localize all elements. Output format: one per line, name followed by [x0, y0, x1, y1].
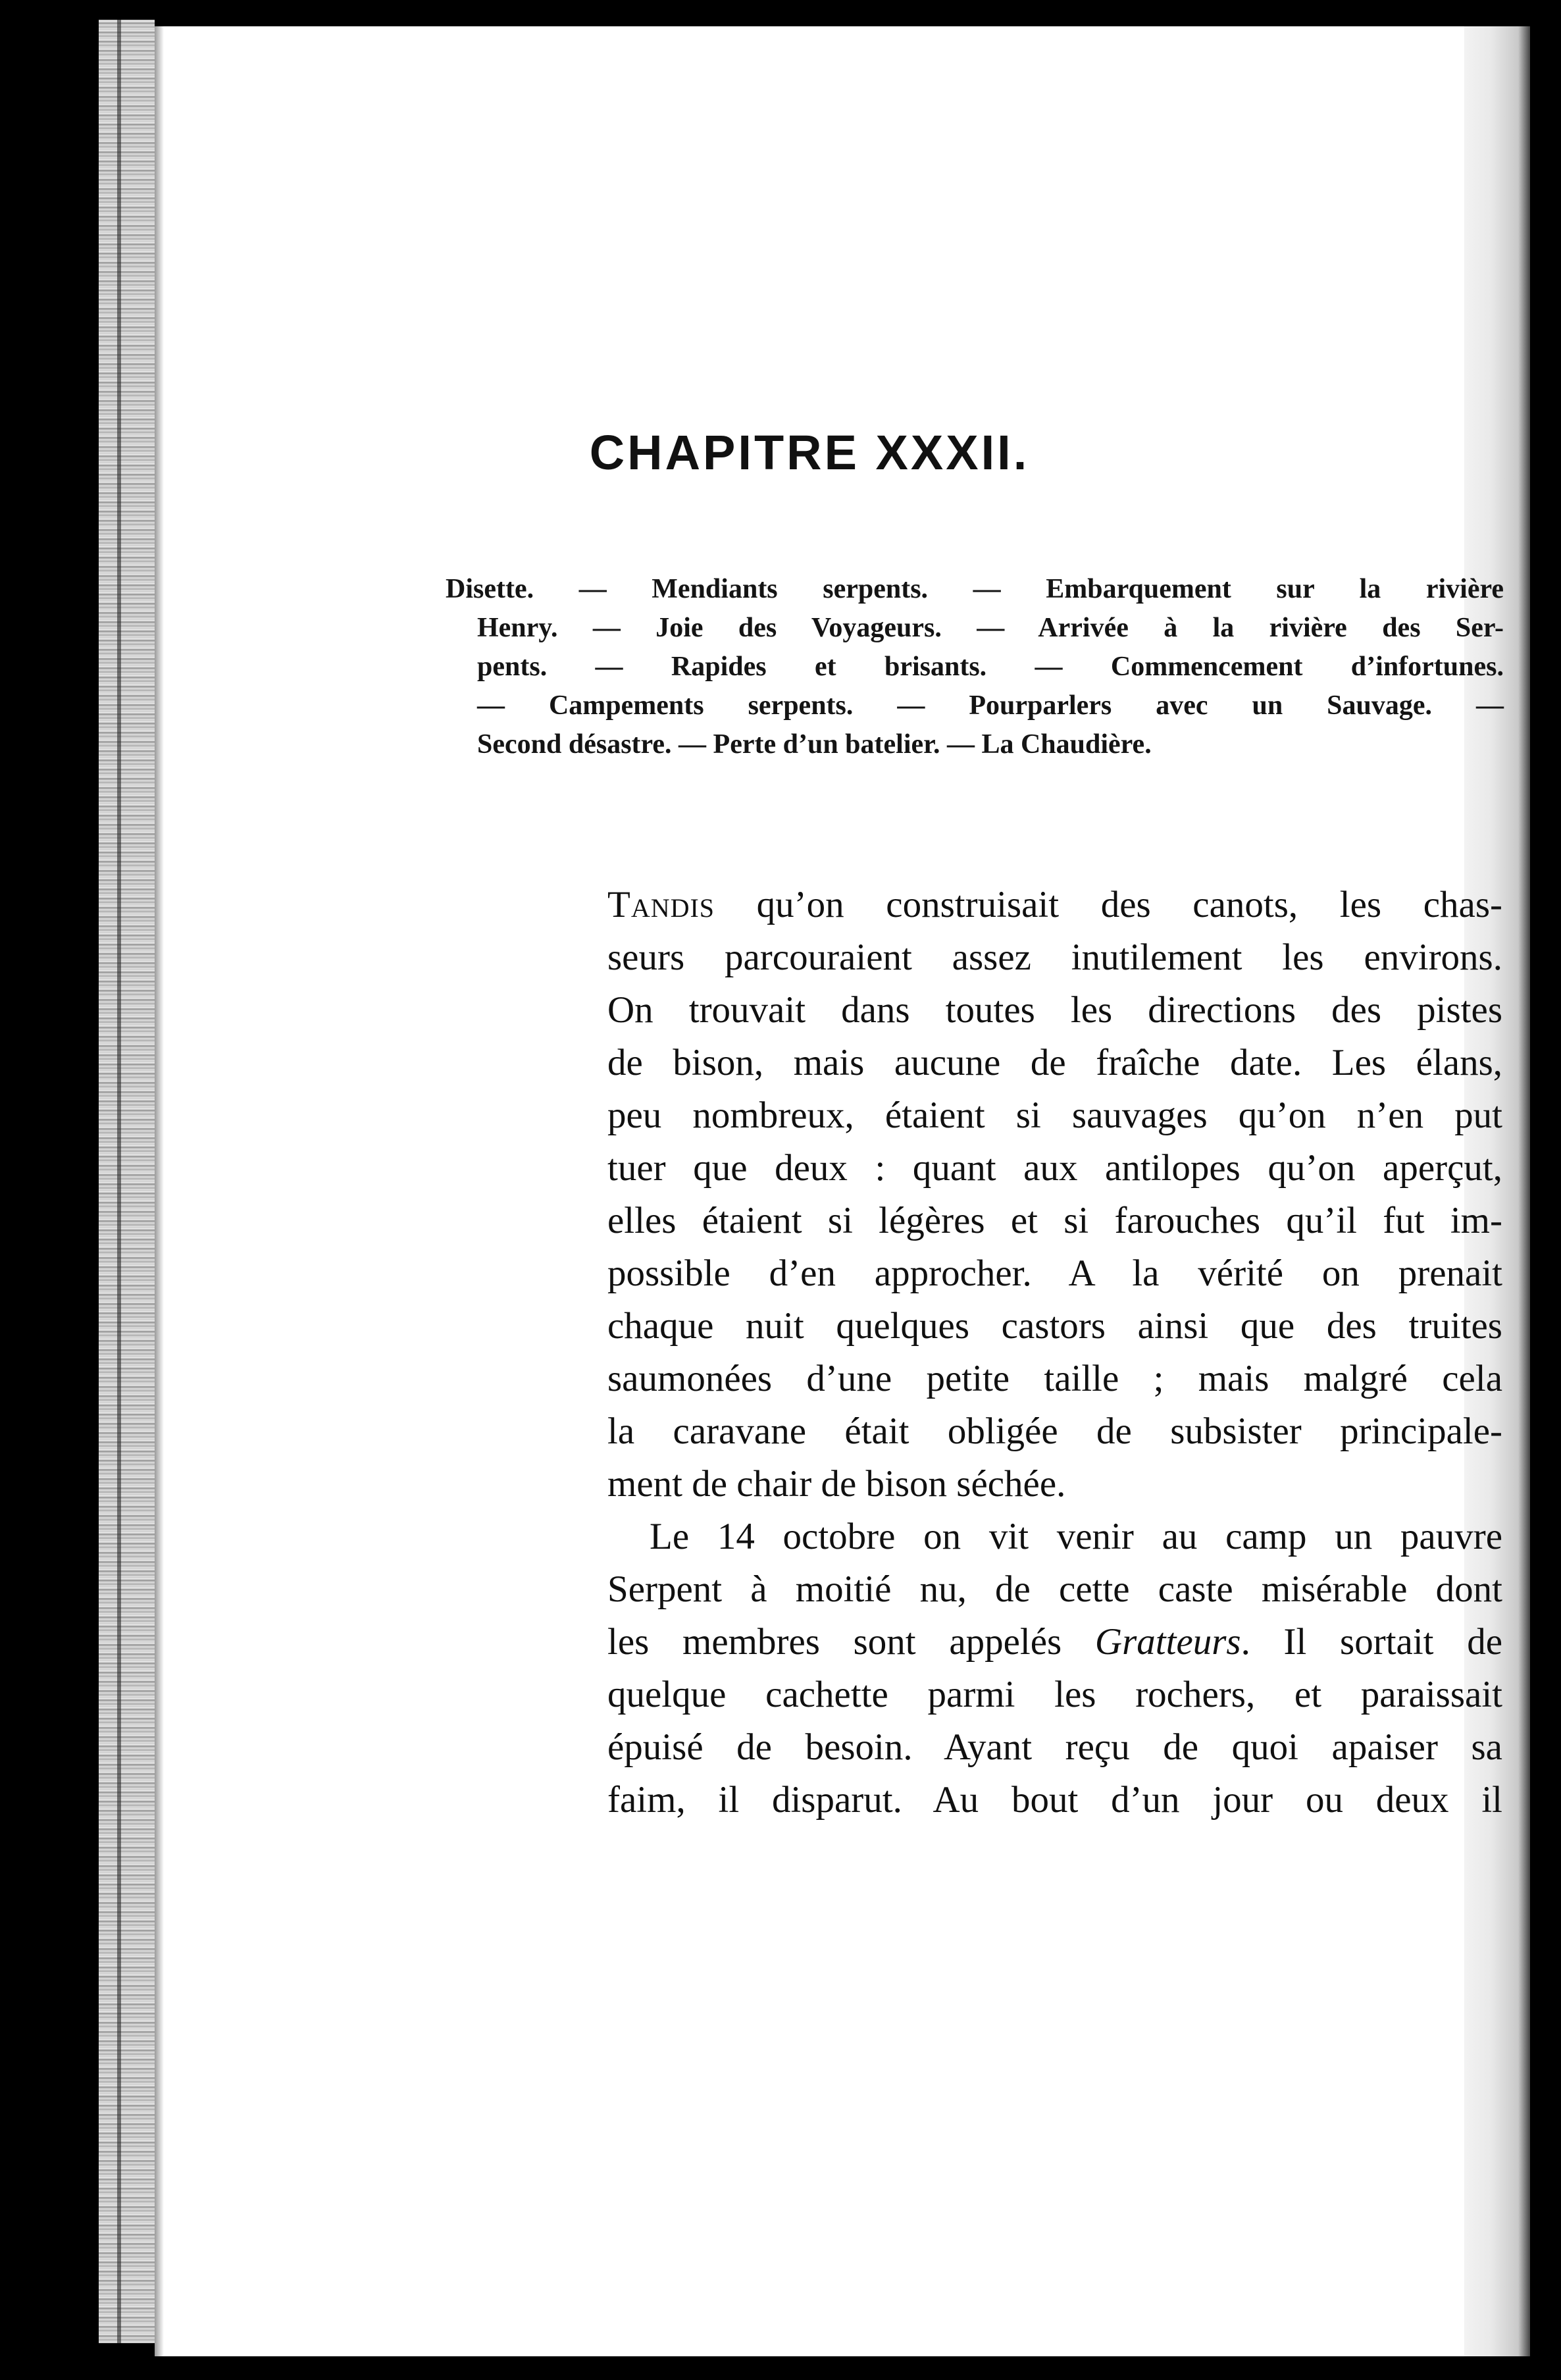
paragraph-2-line: faim, il disparut. Au bout d’un jour ou deux il [607, 1779, 1502, 1821]
body-text [607, 879, 1502, 1826]
summary-line: — Campements serpents. — Pourparlers avec un Sauvage. — [477, 690, 1504, 721]
paragraph-2-line: quelque cachette parmi les rochers, et paraissait [607, 1674, 1502, 1715]
paragraph-1-line: la caravane était obligée de subsister principale- [607, 1410, 1502, 1452]
paragraph-1-line [607, 879, 1502, 931]
paragraph-1-line: peu nombreux, étaient si sauvages qu’on n’en put [607, 1095, 1502, 1136]
paragraph-1-line: chaque nuit quelques castors ainsi que des truites [607, 1305, 1502, 1347]
paragraph-1-line: ment de chair de bison séchée. [607, 1463, 1066, 1505]
paragraph-1-line: de bison, mais aucune de fraîche date. Les élans, [607, 1042, 1502, 1083]
summary-line: Disette. — Mendiants serpents. — Embarquement sur la rivière [446, 574, 1504, 604]
chapter-title: CHAPITRE XXXII. [589, 425, 1030, 480]
paragraph-2-line [607, 1616, 1502, 1669]
book-binding [99, 20, 155, 2343]
paragraph-1-line: tuer que deux : quant aux antilopes qu’on aperçut, [607, 1147, 1502, 1189]
italic-term: Gratteurs [1094, 1621, 1241, 1663]
line-text: les membres sont appelés [607, 1621, 1095, 1663]
paragraph-1-line: On trouvait dans toutes les directions des pistes [607, 989, 1502, 1031]
paragraph-2-line: épuisé de besoin. Ayant reçu de quoi apaiser sa [607, 1726, 1502, 1768]
line-text: . Il sortait de [1241, 1621, 1502, 1663]
summary-line: pents. — Rapides et brisants. — Commencement d’infortunes. [477, 652, 1504, 682]
paragraph-1-line: saumonées d’une petite taille ; mais malgré cela [607, 1358, 1502, 1399]
chapter-summary [446, 570, 1504, 764]
paragraph-1-line: elles étaient si légères et si farouches qu’il fut im- [607, 1200, 1502, 1241]
book-page [155, 26, 1504, 2356]
drop-lead-word: Tandis [607, 884, 715, 925]
summary-line: Henry. — Joie des Voyageurs. — Arrivée à la rivière des Ser- [477, 613, 1504, 643]
paragraph-1-line: possible d’en approcher. A la vérité on prenait [607, 1253, 1502, 1294]
paragraph-2-line: Le 14 octobre on vit venir au camp un pauvre [650, 1516, 1502, 1557]
line-text: qu’on construisait des canots, les chas- [715, 884, 1502, 925]
paragraph-1-line: seurs parcouraient assez inutilement les environs. [607, 937, 1502, 978]
paragraph-2-line: Serpent à moitié nu, de cette caste misérable dont [607, 1568, 1502, 1610]
summary-line: Second désastre. — Perte d’un batelier. — La Chaudière. [477, 729, 1152, 760]
